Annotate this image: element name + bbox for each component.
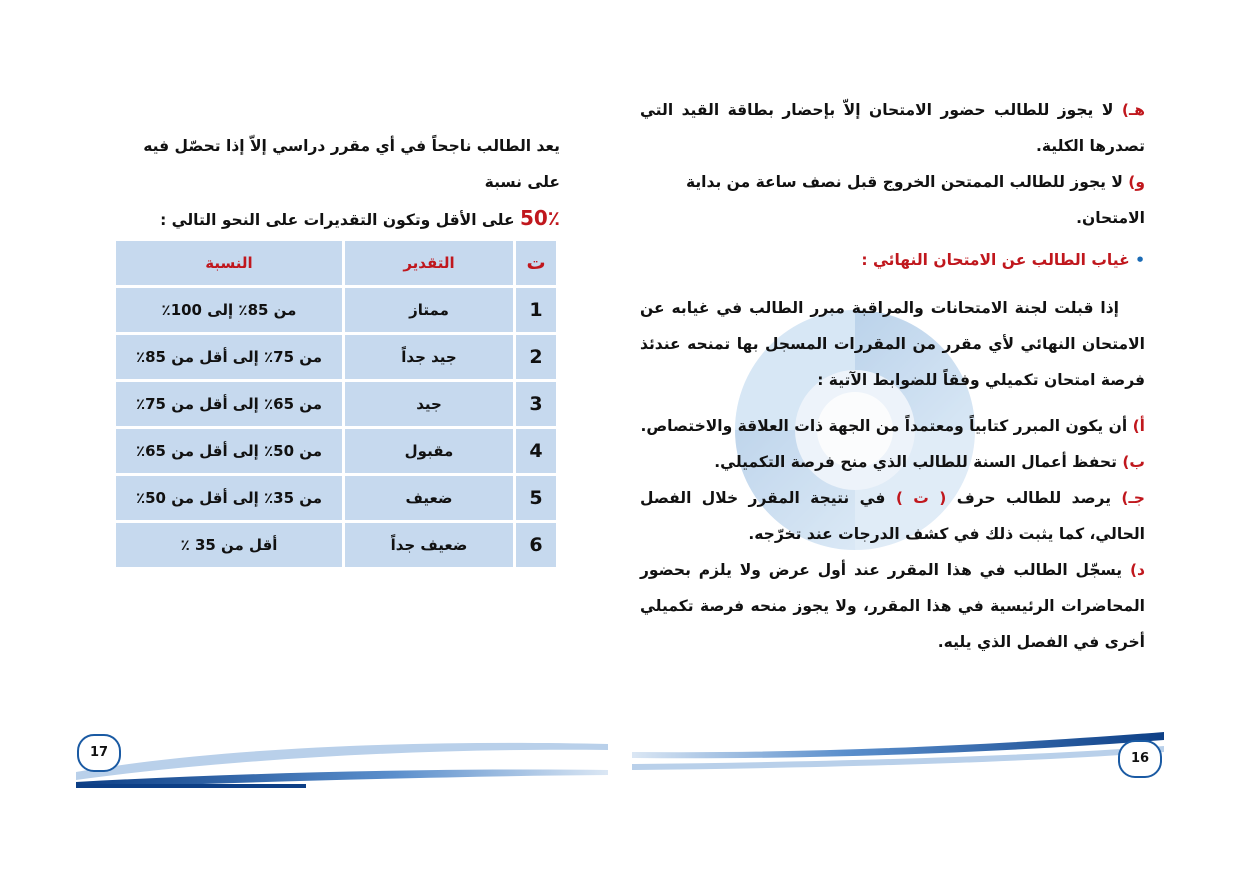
- cell-grade: مقبول: [345, 429, 513, 473]
- cell-num: 6: [516, 523, 556, 567]
- cell-grade: جيد جداً: [345, 335, 513, 379]
- cell-grade: ضعيف جداً: [345, 523, 513, 567]
- rule-w: [640, 164, 1145, 236]
- footer-swoosh-right: [632, 728, 1164, 792]
- rule-d: [640, 552, 1145, 660]
- cell-ratio: من 50٪ إلى أقل من 65٪: [116, 429, 342, 473]
- cell-grade: ممتاز: [345, 288, 513, 332]
- cell-num: 5: [516, 476, 556, 520]
- cell-grade: جيد: [345, 382, 513, 426]
- rule-text: لا يجوز للطالب الممتحن الخروج قبل نصف ساعة من بداية الامتحان.: [685, 173, 1145, 227]
- grades-table: [113, 238, 559, 570]
- rule-marker: ب): [1122, 453, 1145, 471]
- rule-text: تحفظ أعمال السنة للطالب الذي منح فرصة التكميلي.: [714, 453, 1117, 471]
- rule-marker: أ): [1132, 417, 1145, 435]
- table-row: [116, 429, 556, 473]
- pass-intro-line1: يعد الطالب ناجحاً في أي مقرر دراسي إلاّ إذا تحصّل فيه على نسبة: [143, 137, 560, 191]
- rule-text: لا يجوز للطالب حضور الامتحان إلاّ بإحضار بطاقة القيد التي تصدرها الكلية.: [640, 101, 1145, 155]
- rule-text: يسجّل الطالب في هذا المقرر عند أول عرض ولا يلزم بحضور المحاضرات الرئيسية في هذا المقرر، ولا يجوز منحه فرصة تكميلي أخرى في الفصل الذي يليه.: [640, 561, 1145, 651]
- table-row: [116, 288, 556, 332]
- cell-num: 1: [516, 288, 556, 332]
- pass-percentage: 50٪: [519, 206, 560, 230]
- cell-num: 3: [516, 382, 556, 426]
- section-heading-text: غياب الطالب عن الامتحان النهائي :: [861, 251, 1130, 269]
- cell-num: 4: [516, 429, 556, 473]
- header-grade: التقدير: [345, 241, 513, 285]
- left-page-body: [112, 128, 560, 238]
- right-page-body: [640, 92, 1145, 660]
- cell-num: 2: [516, 335, 556, 379]
- rule-text-cont: في نتيجة المقرر خلال الفصل الحالي، كما يثبت ذلك في كشف الدرجات عند تخرّجه.: [640, 489, 1145, 543]
- grade-code: ( ت ): [895, 489, 947, 507]
- rule-h: [640, 92, 1145, 164]
- section-heading: [640, 242, 1145, 278]
- bullet-icon: •: [1135, 251, 1145, 269]
- rule-text: أن يكون المبرر كتابياً ومعتمداً من الجهة ذات العلاقة والاختصاص.: [640, 417, 1128, 435]
- footer-swoosh-left: [76, 728, 608, 792]
- rule-j: [640, 480, 1145, 552]
- page-number-left: 17: [77, 734, 121, 772]
- table-row: [116, 335, 556, 379]
- rule-marker: جـ): [1121, 489, 1145, 507]
- table-row: [116, 382, 556, 426]
- cell-ratio: من 85٪ إلى 100٪: [116, 288, 342, 332]
- cell-ratio: من 65٪ إلى أقل من 75٪: [116, 382, 342, 426]
- cell-grade: ضعيف: [345, 476, 513, 520]
- cell-ratio: من 75٪ إلى أقل من 85٪: [116, 335, 342, 379]
- rule-marker: د): [1129, 561, 1145, 579]
- rule-marker: و): [1128, 173, 1145, 191]
- rule-b: [640, 444, 1145, 480]
- rule-text: يرصد للطالب حرف: [956, 489, 1112, 507]
- table-row: [116, 523, 556, 567]
- cell-ratio: أقل من 35 ٪: [116, 523, 342, 567]
- table-row: [116, 476, 556, 520]
- table-header-row: [116, 241, 556, 285]
- pass-intro-line2: [112, 200, 560, 238]
- cell-ratio: من 35٪ إلى أقل من 50٪: [116, 476, 342, 520]
- pass-intro-text: على الأقل وتكون التقديرات على النحو التالي :: [160, 211, 515, 229]
- rule-marker: هـ): [1121, 101, 1145, 119]
- section-intro: إذا قبلت لجنة الامتحانات والمراقبة مبرر الطالب في غيابه عن الامتحان النهائي لأي مقرر من المقررات المسجل بها تمنحه عندئذ فرصة امتحان تكميلي وفقاً للضوابط الآتية :: [640, 299, 1145, 389]
- page-number-right: 16: [1118, 740, 1162, 778]
- rule-a: [640, 408, 1145, 444]
- header-ratio: النسبة: [116, 241, 342, 285]
- header-num: ت: [516, 241, 556, 285]
